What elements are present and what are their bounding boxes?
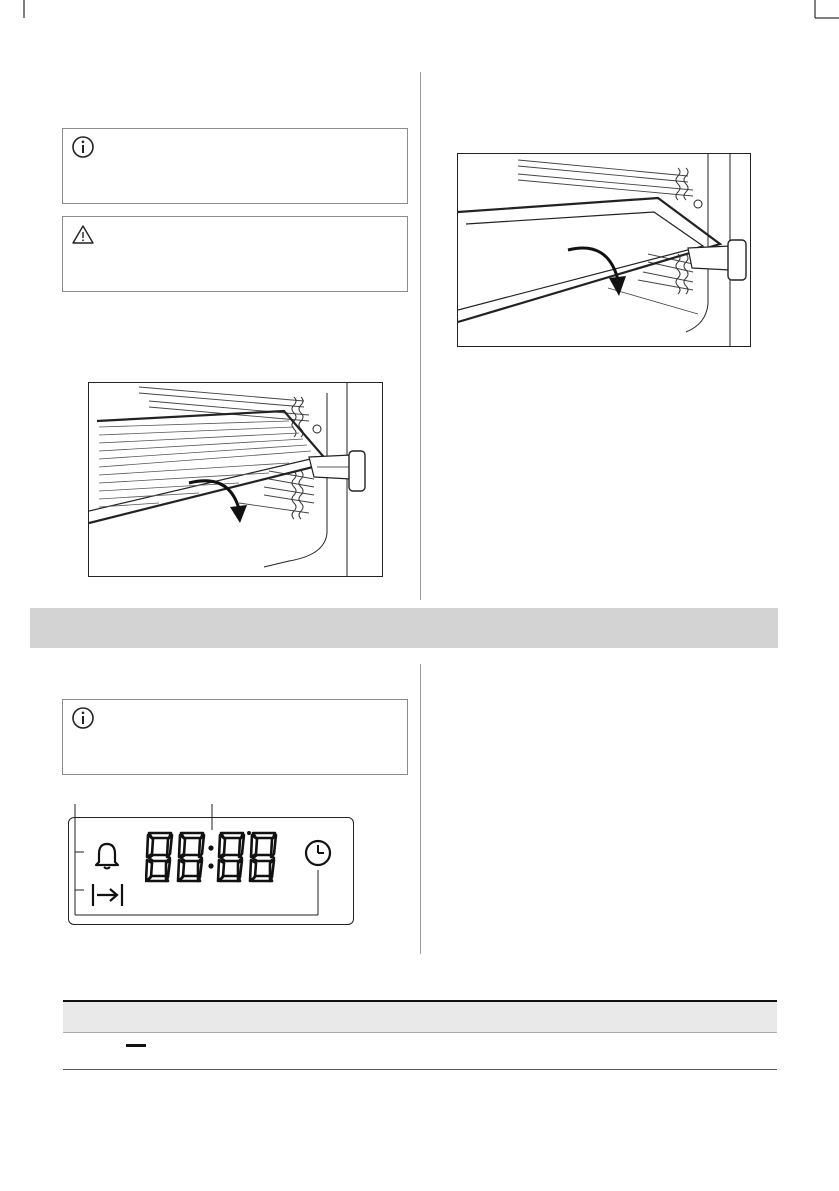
seven-segment-digits <box>145 830 285 884</box>
column-divider-top <box>420 72 421 600</box>
function-table <box>63 1000 777 1070</box>
column-divider-bottom <box>420 664 421 954</box>
rotate-arrow-icon <box>568 248 626 296</box>
table-row <box>63 1033 777 1070</box>
programmer-display <box>68 817 354 925</box>
oven-shelf-illustration <box>89 383 383 577</box>
warning-note <box>62 216 408 292</box>
table-cell <box>438 1033 777 1070</box>
table-header-cell <box>63 1001 238 1033</box>
section-heading-band <box>30 608 778 648</box>
crop-mark-top-right <box>795 0 839 32</box>
figure-tray-insert <box>457 153 751 347</box>
oven-tray-illustration <box>458 154 751 347</box>
table-header-cell <box>238 1001 438 1033</box>
crop-mark-top-left <box>0 0 44 32</box>
info-icon <box>71 706 95 730</box>
table-cell <box>238 1033 438 1070</box>
figure-wire-shelf-insert <box>88 382 383 577</box>
clock-icon <box>303 838 333 868</box>
end-arrow-icon <box>91 882 125 908</box>
rotate-arrow-icon <box>189 481 247 523</box>
info-icon <box>71 135 95 159</box>
info-note-top <box>62 128 408 204</box>
bell-icon <box>93 840 121 870</box>
table-header-cell <box>438 1001 777 1033</box>
info-note-bottom <box>62 699 408 775</box>
dash-icon <box>126 1044 146 1047</box>
warning-icon <box>71 223 95 247</box>
